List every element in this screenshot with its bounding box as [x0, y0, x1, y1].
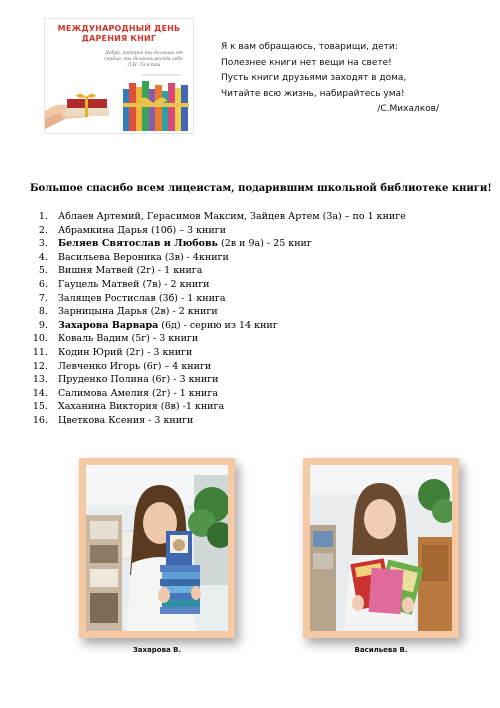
list-item: 3. Беляев Святослав и Любовь (2в и 9а) - 25 книг: [38, 238, 312, 250]
poem-line: Читайте всю жизнь, набирайтесь ума!: [221, 88, 405, 99]
caption-zakharova: Захарова В.: [132, 646, 182, 654]
list-item: 8. Зарницына Дарья (2в) - 2 книги: [38, 306, 218, 318]
poem-line: Полезнее книги нет вещи на свете!: [221, 57, 392, 68]
list-item: 15. Хаханина Виктория (8в) -1 книга: [32, 401, 225, 413]
list-item: 14. Салимова Амелия (2г) - 1 книга: [32, 387, 219, 399]
list-item: 4. Васильева Вероника (3в) - 4книги: [38, 251, 229, 263]
poem: [221, 40, 451, 118]
donor-list: [30, 210, 470, 428]
list-item: 2. Абрамкина Дарья (10б) – 3 книги: [38, 224, 226, 236]
list-item: 13. Пруденко Полина (6г) - 3 книги: [32, 374, 219, 386]
list-item: 9. Захарова Варвара (6д) - серию из 14 книг: [38, 319, 278, 331]
list-item: 11. Кодин Юрий (2г) - 3 книги: [32, 346, 193, 358]
list-item: 1. Аблаев Артемий, Герасимов Максим, Зайцев Артем (3а) – по 1 книге: [38, 211, 406, 222]
poem-line: Я к вам обращаюсь, товарищи, дети:: [221, 42, 398, 52]
list-item: 7. Залящев Ростислав (3б) - 1 книга: [38, 292, 226, 304]
photo-zakharova: [79, 458, 235, 638]
thanks-heading: Большое спасибо всем лицеистам, подарившим школьной библиотеке книги!: [30, 183, 492, 194]
list-item: 6. Гауцель Матвей (7в) - 2 книги: [38, 278, 210, 290]
photo-image: [86, 465, 228, 631]
poem-author: /С.Михалков/: [377, 104, 439, 114]
book-day-banner: [44, 18, 194, 134]
photo-vasilyeva: [303, 458, 459, 638]
banner-title: МЕЖДУНАРОДНЫЙ ДЕНЬ ДАРЕНИЯ КНИГ: [57, 24, 181, 43]
list-item: 5. Вишня Матвей (2г) - 1 книга: [38, 265, 203, 277]
list-item: 12. Левченко Игорь (6г) – 4 книги: [32, 360, 212, 372]
list-item: 16. Цветкова Ксения - 3 книги: [32, 414, 194, 426]
photo-image: [310, 465, 452, 631]
poem-line: Пусть книги друзьями заходят в дома,: [221, 73, 407, 83]
books-illustration: [45, 19, 193, 133]
list-item: 10. Коваль Вадим (5г) - 3 книги: [32, 333, 199, 345]
banner-quote: Добро, которое ты делаешь от сердца, ты делаешь всегда себе. Л.Н. Толстой: [104, 51, 184, 68]
caption-vasilyeva: Васильева В.: [354, 646, 408, 654]
